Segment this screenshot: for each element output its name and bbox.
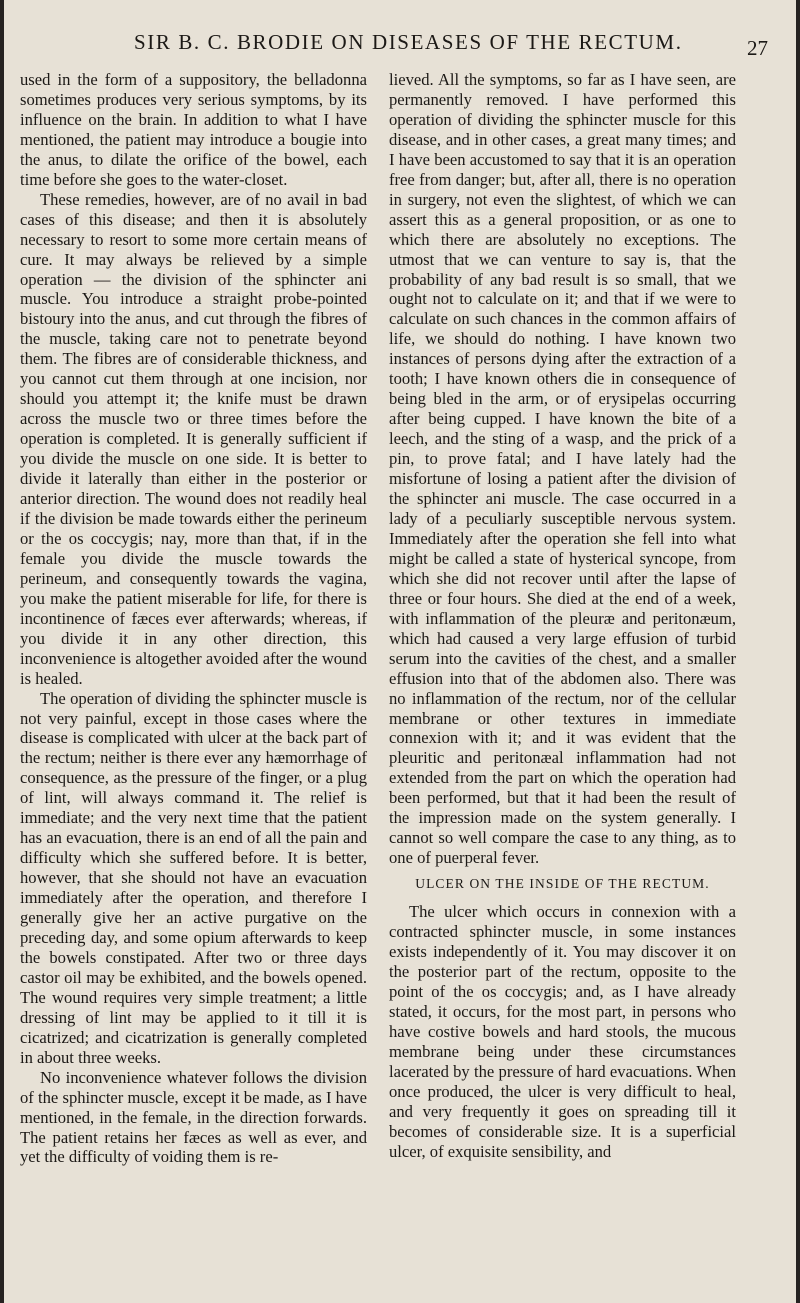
paragraph: used in the form of a suppository, the belladonna sometimes produces very serious symptoms, by its influence on the brain. In addition to what I have mentioned, the patient may introduce a bougie into the anus, to dilate the orifice of the bowel, each time before she goes to the water-closet. — [20, 70, 367, 189]
left-column — [20, 70, 367, 1270]
section-heading: ULCER ON THE INSIDE OF THE RECTUM. — [415, 876, 710, 892]
paragraph: The ulcer which occurs in connexion with a contracted sphincter muscle, in some instances exists independently of it. You may discover it on the posterior part of the rectum, opposite to the point of the os coccygis; and, as I have already stated, it occurs, for the most part, in persons who have costive bowels and hard stools, the mucous membrane being under these circumstances lacerated by the pressure of hard evacuations. When once produced, the ulcer is very difficult to heal, and very frequently it goes on spreading till it becomes of considerable size. It is a superficial ulcer, of exquisite sensibility, and — [389, 902, 736, 1161]
running-head: SIR B. C. BRODIE ON DISEASES OF THE RECTUM. — [134, 30, 683, 54]
book-page — [4, 0, 796, 1303]
right-column — [389, 70, 736, 1270]
paragraph: No inconvenience whatever follows the division of the sphincter muscle, except it be made, as I have mentioned, in the female, in the direction forwards. The patient retains her fæces as well as ever, and yet the difficulty of voiding them is re- — [20, 1067, 367, 1167]
paragraph: lieved. All the symptoms, so far as I have seen, are permanently removed. I have performed this operation of dividing the sphincter muscle for this disease, and in other cases, a great many times; and I have been accustomed to say that it is an operation free from danger; but, after all, there is no operation in surgery, not even the slightest, of which we can assert this as a general proposition, or as one to which there are absolutely no exceptions. The utmost that we can venture to say is, that the probability of any bad result is so small, that we ought not to calculate on it; and that if we were to calculate on such chances in the common affairs of life, we should do nothing. I have known two instances of persons dying after the extraction of a tooth; I have known others die in consequence of being bled in the arm, or of erysipelas occurring after being cupped. I have known the bite of a leech, and the sting of a wasp, and the prick of a pin, to prove fatal; and I have lately had the misfortune of losing a patient after the division of the sphincter ani muscle. The case occurred in a lady of a peculiarly susceptible nervous system. Immediately after the operation she fell into what might be called a state of hysterical syncope, from which she did not recover until after the lapse of three or four hours. She died at the end of a week, with inflammation of the pleuræ and peritonæum, which had caused a very large effusion of turbid serum into the cavities of the chest, and a smaller effusion into that of the abdomen also. There was no inflammation of the rectum, nor of the cellular membrane or other textures in immediate connexion with it; and it was evident that the pleuritic and peritonæal inflammation had not extended from the part on which the operation had been performed, but that it had been the result of the impression made on the system generally. I cannot so well compare the case to any thing, as to one of puerperal fever. — [389, 70, 736, 868]
paragraph: The operation of dividing the sphincter muscle is not very painful, except in those cases where the disease is complicated with ulcer at the back part of the rectum; neither is there ever any hæmorrhage of consequence, as the pressure of the finger, or a plug of lint, will always command it. The relief is immediate; and the very next time that the patient has an evacuation, there is an end of all the pain and difficulty which she suffered before. It is better, however, that she should not have an evacuation immediately after the operation, and therefore I generally give her an active purgative on the preceding day, and some opium afterwards to keep the bowels constipated. After two or three days castor oil may be exhibited, and the bowels opened. The wound requires very simple treatment; a little dressing of lint may be applied to it till it is cicatrized; and cicatrization is generally completed in about three weeks. — [20, 688, 367, 1067]
page-header — [4, 26, 796, 58]
paragraph: These remedies, however, are of no avail in bad cases of this disease; and then it is absolutely necessary to resort to some more certain means of cure. It may always be relieved by a simple operation — the division of the sphincter ani muscle. You introduce a straight probe-pointed bistoury into the anus, and cut through the fibres of the muscle, taking care not to penetrate beyond them. The fibres are of considerable thickness, and you cannot cut them through at one incision, nor should you attempt it; the knife must be drawn across the muscle two or three times before the operation is completed. It is generally sufficient if you divide the muscle on one side. It is better to divide it laterally than either in the posterior or anterior direction. The wound does not readily heal if the division be made towards either the perineum or the os coccygis; nay, more than that, if in the female you divide the muscle towards the perineum, and consequently towards the vagina, you make the patient miserable for life, for there is incontinence of fæces ever afterwards; whereas, if you divide it in any other direction, this inconvenience is altogether avoided after the wound is healed. — [20, 189, 367, 688]
page-number: 27 — [747, 36, 768, 60]
